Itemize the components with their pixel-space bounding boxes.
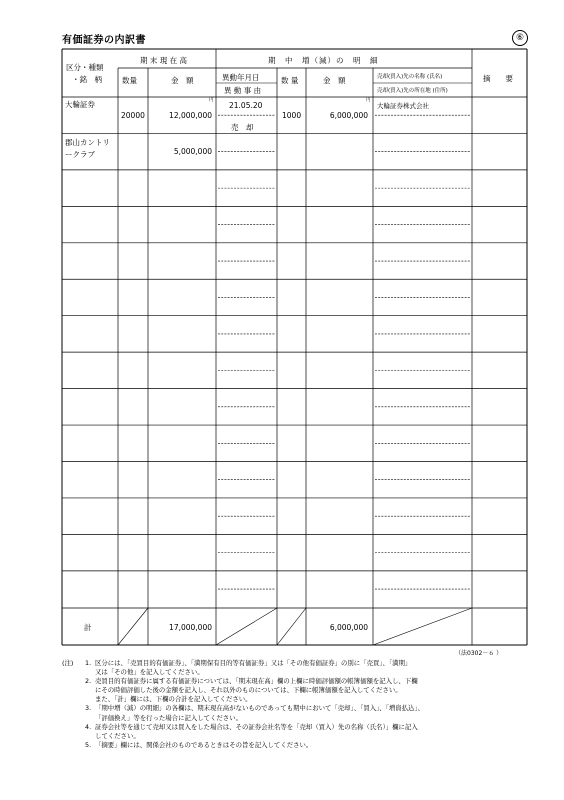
- note-text: 区分には、「売買目的有価証券」、「満期保有目的等有価証券」又は「その他有価証券」の別に「売買」、「満期」 又は「その他」を記入してください。: [95, 659, 412, 677]
- header-change-amount: 金 額: [323, 76, 346, 85]
- header-change-reason: 異 動 事 由: [224, 86, 262, 95]
- header-quantity: 数量: [122, 76, 137, 85]
- page-number-badge: ⑥: [512, 30, 528, 46]
- header-brand: ・銘 柄: [72, 75, 102, 84]
- note-number: 2.: [85, 677, 92, 686]
- notes-section: [62, 659, 532, 750]
- row1-change-quantity: 1000: [282, 111, 302, 120]
- total-diagonal: [216, 608, 277, 645]
- yen-unit-change-amount: 円: [366, 98, 371, 103]
- total-diagonal: [277, 608, 306, 645]
- note-1: [62, 659, 532, 677]
- row2-category-line1: 郡山カントリ: [65, 138, 110, 147]
- header-changes: 期 中 増（減）の 明 細: [268, 56, 379, 65]
- note-number: 5.: [85, 740, 92, 749]
- total-amount: 17,000,000: [169, 623, 212, 632]
- header-change-quantity: 数 量: [281, 76, 299, 85]
- total-label: 計: [84, 623, 92, 632]
- header-end-balance: 期 末 現 在 高: [140, 56, 188, 65]
- note-4: [62, 723, 532, 741]
- row1-change-reason: 売 却: [231, 123, 254, 132]
- header-counterparty-name: 売却(買入)先の名称 (氏名): [377, 74, 443, 80]
- row2-amount: 5,000,000: [173, 147, 212, 156]
- header-counterparty-address: 売却(買入)先の所在地 (住所): [377, 88, 448, 94]
- note-number: 4.: [85, 722, 92, 731]
- note-text: 証券会社等を通じて売却又は買入をした場合は、その証券会社名等を「売却（買入）先の名称（氏名）」欄に記入 してください。: [95, 722, 418, 740]
- row1-amount: 12,000,000: [169, 111, 212, 120]
- header-change-date: 異動年月日: [222, 73, 260, 82]
- yen-unit-amount: 円: [209, 98, 214, 103]
- row2-category-line2: ークラブ: [65, 150, 95, 159]
- form-code: （法0302－６ ）: [455, 650, 503, 657]
- page-title: 有価証券の内訳書: [62, 35, 146, 46]
- row1-change-date: 21.05.20: [229, 101, 263, 110]
- note-number: 1.: [85, 659, 92, 667]
- note-3: [62, 704, 532, 722]
- note-2: [62, 677, 532, 704]
- row1-counterparty-name: 大輪証券株式会社: [377, 102, 429, 110]
- note-5: [62, 741, 532, 750]
- total-diagonal: [118, 608, 148, 645]
- total-change-amount: 6,000,000: [329, 623, 368, 632]
- row1-category: 大輪証券: [65, 100, 95, 109]
- note-text: 「期中増（減）の明細」の各欄は、期末現在高がないものであっても期中において「売却」、「買入」、「増資払込」、 「評価換え」等を行った場合に記入してください。: [95, 704, 425, 722]
- header-category: 区分・種類: [66, 63, 104, 72]
- notes-label: (注): [62, 659, 74, 667]
- row1-quantity: 20000: [121, 111, 145, 120]
- header-amount: 金 額: [171, 76, 194, 85]
- note-number: 3.: [85, 704, 92, 713]
- note-text: 「摘要」欄には、関係会社のものであるときはその旨を記入してください。: [95, 740, 313, 749]
- note-text: 売買目的有価証券に属する有価証券については、「期末現在高」欄の上欄に時価評価額の帳簿価額を記入し、下欄 にその時価評価した後の金額を記入し、それ以外のものについては、下欄に帳簿価額を記入してください。 また、「計」欄には、下欄の合計を記入してください。: [95, 677, 418, 704]
- row1-change-amount: 6,000,000: [329, 111, 368, 120]
- header-remarks: 摘 要: [483, 74, 513, 83]
- total-diagonal: [373, 608, 472, 645]
